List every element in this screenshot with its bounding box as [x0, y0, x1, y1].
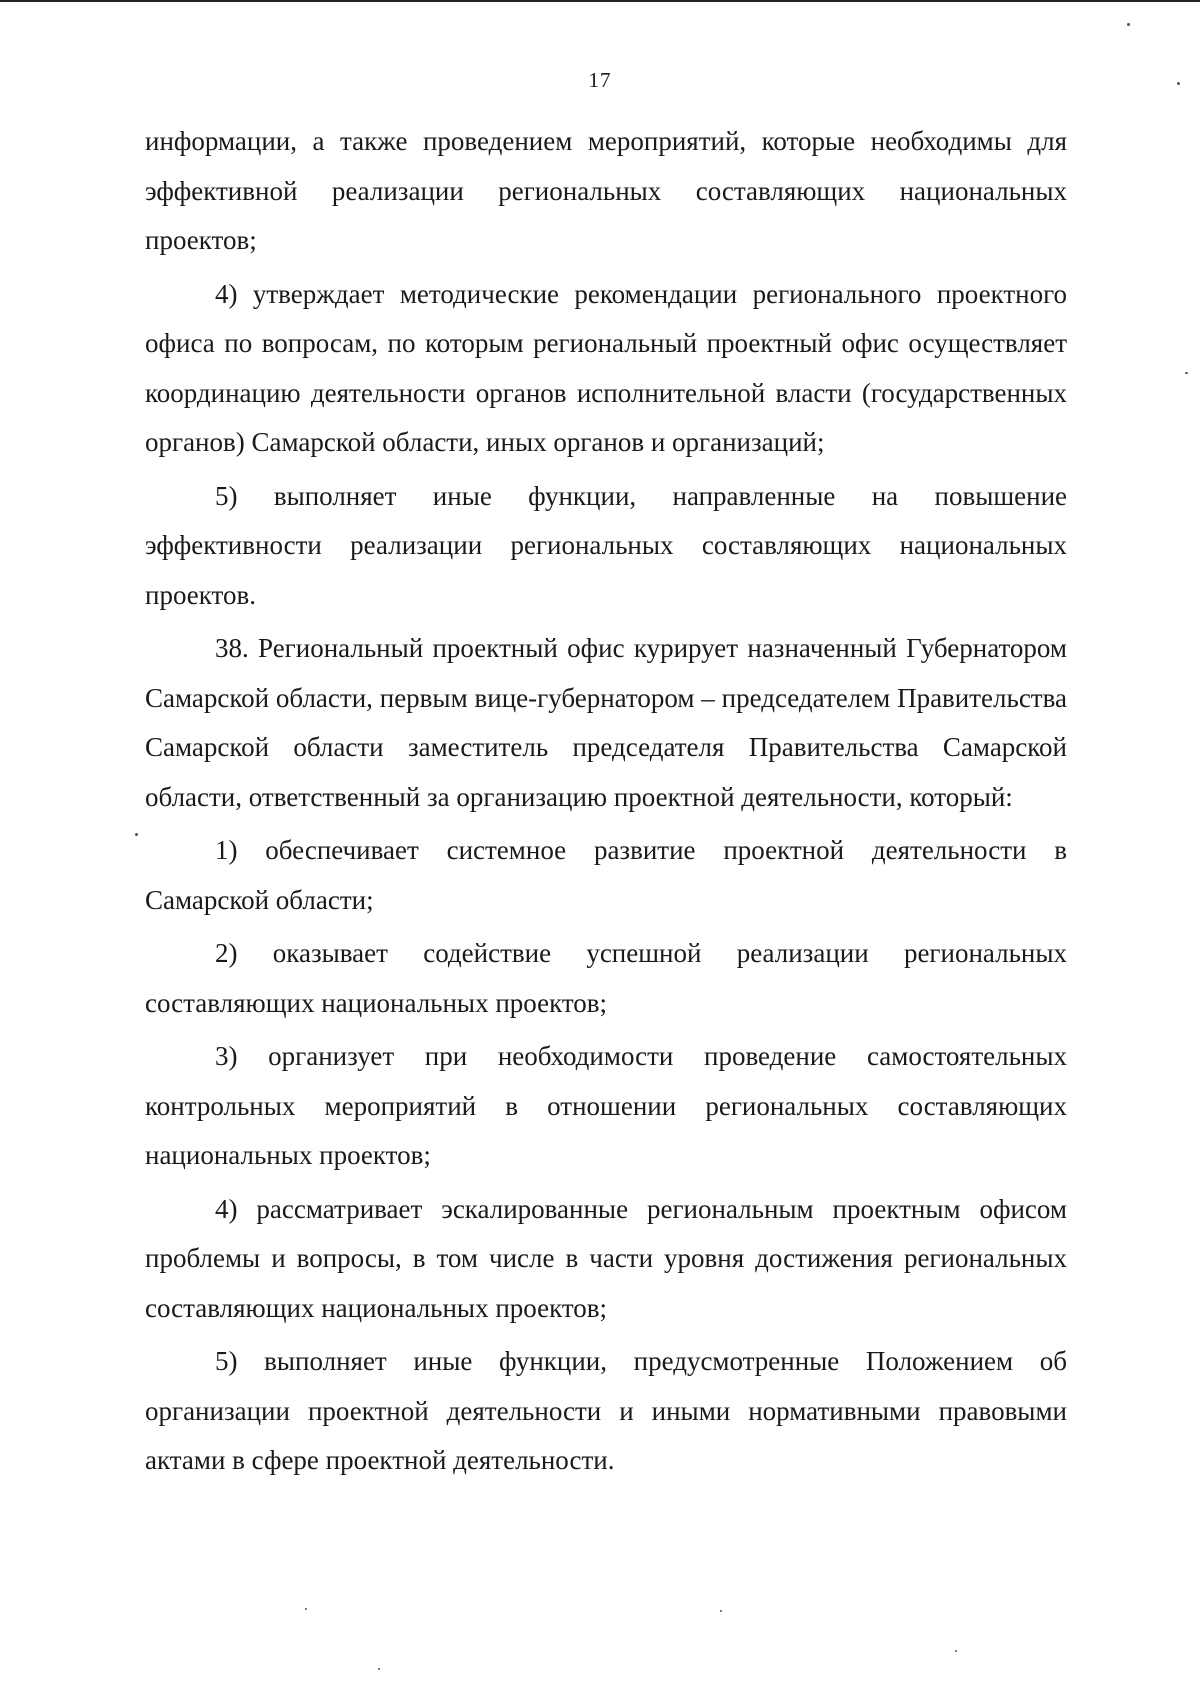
paragraph-item-2-assistance: 2) оказывает содействие успешной реализации региональных составляющих национальных проектов; [145, 938, 1067, 1018]
paragraph-section-38: 38. Региональный проектный офис курирует назначенный Губернатором Самарской области, первым вице-губернатором – председателем Правительства Самарской области заместитель председателя Правительства Самарской области, ответственный за организацию проектной деятельности, который: [145, 633, 1067, 812]
paragraph-item-3-control: 3) организует при необходимости проведение самостоятельных контрольных мероприятий в отношении региональных составляющих национальных проектов; [145, 1041, 1067, 1170]
scan-speck [1127, 23, 1130, 26]
paragraph-item-5-other-functions: 5) выполняет иные функции, направленные на повышение эффективности реализации региональных составляющих национальных проектов. [145, 480, 1067, 610]
paragraph-item-4-approves: 4) утверждает методические рекомендации регионального проектного офиса по вопросам, по которым региональный проектный офис осуществляет координацию деятельности органов исполнительной власти (государственных органов) Самарской области, иных органов и организаций; [145, 278, 1067, 457]
paragraph-continuation: информации, а также проведением мероприятий, которые необходимы для эффективной реализации региональных составляющих национальных проектов; [145, 126, 1067, 255]
scan-speck [378, 1668, 380, 1670]
paragraph-item-1-development: 1) обеспечивает системное развитие проектной деятельности в Самарской области; [145, 835, 1067, 915]
scan-speck [135, 833, 138, 836]
page-number: 17 [588, 68, 612, 92]
scan-speck [1185, 372, 1188, 374]
scan-speck [720, 1610, 722, 1612]
scan-speck [1177, 82, 1180, 85]
page-top-border [0, 0, 1200, 2]
document-body [145, 117, 1067, 1490]
paragraph-item-5-regulations: 5) выполняет иные функции, предусмотренные Положением об организации проектной деятельности и иными нормативными правовыми актами в сфере проектной деятельности. [145, 1346, 1067, 1475]
paragraph-item-4-escalation: 4) рассматривает эскалированные региональным проектным офисом проблемы и вопросы, в том числе в части уровня достижения региональных составляющих национальных проектов; [145, 1193, 1067, 1323]
scan-speck [955, 1650, 957, 1652]
scan-speck [305, 1608, 307, 1610]
